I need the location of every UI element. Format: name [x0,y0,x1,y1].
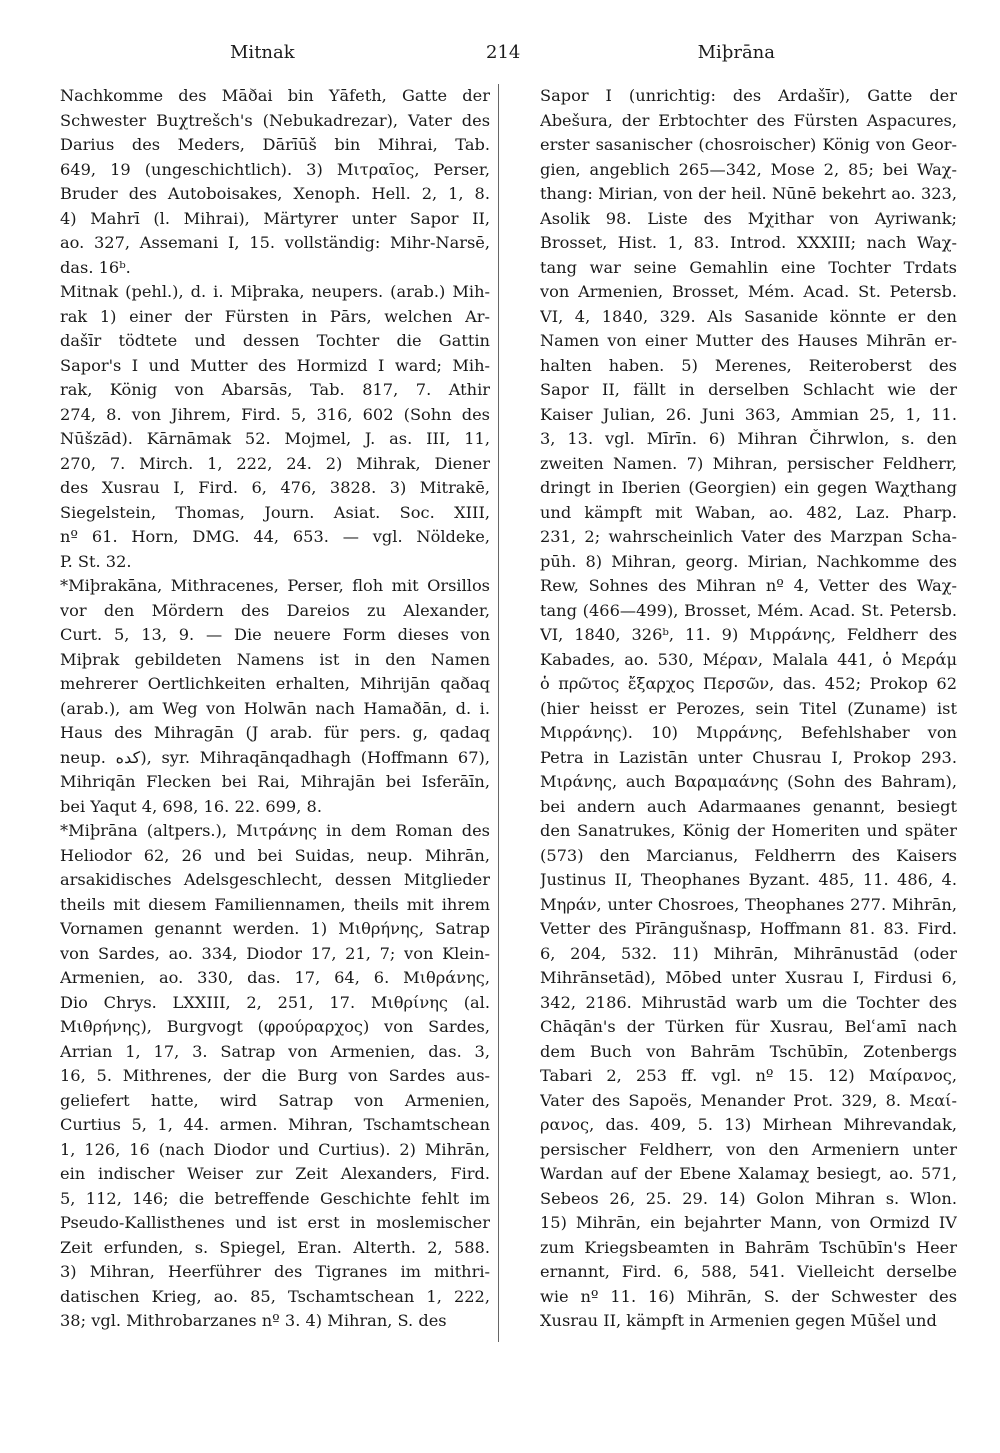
left-column [60,84,490,1334]
text-line: (arab.), am Weg von Holwān nach Hamaðān, d. i. [60,698,490,718]
text-line: dašīr tödtete und dessen Tochter die Gattin [60,331,490,350]
text-line: Mihriqān Flecken bei Rai, Mihrajān bei Isferāīn, [60,772,490,791]
text-line: Zeit erfunden, s. Spiegel, Eran. Alterth. 2, 588. [60,1237,490,1257]
text-line: theils mit diesem Familiennamen, theils mit ihrem [60,894,490,914]
text-line: ὁ πρῶτος ἔξαρχος Περσῶν, das. 452; Prokop 62 [540,674,957,693]
text-line: Pseudo-Kallisthenes und ist erst in moslemischer [60,1213,490,1232]
text-line: Brosset, Hist. 1, 83. Introd. XXXIII; nach Waχ- [540,233,957,252]
text-line: zweiten Namen. 7) Mihran, persischer Feldherr, [540,453,957,473]
text-line: Justinus II, Theophanes Byzant. 485, 11. 486, 4. [540,870,957,889]
text-line: 5, 112, 146; die betreffende Geschichte fehlt im [60,1188,490,1208]
text-line: Nachkomme des Māðai bin Yāfeth, Gatte der [60,86,490,105]
text-line: Nūšzād). Kārnāmak 52. Mojmel, J. as. III, 11, [60,429,490,448]
text-line: Curt. 5, 13, 9. — Die neuere Form dieses von [60,625,490,644]
text-line: VI, 4, 1840, 329. Als Sasanide könnte er den [540,306,957,326]
text-line: arsakidisches Adelsgeschlecht, dessen Mitglieder [60,870,490,889]
text-line: 6, 204, 532. 11) Mihrān, Mihrānustād (oder [540,943,957,963]
page-number: 214 [486,42,521,63]
text-line: 15) Mihrān, ein bejahrter Mann, von Ormizd IV [540,1213,957,1232]
text-line: pūh. 8) Mihran, georg. Mirian, Nachkomme des [540,551,957,571]
text-line: 38; vgl. Mithrobarzanes nº 3. 4) Mihran, S. des [60,1311,447,1330]
running-head [60,38,948,68]
text-line: Arrian 1, 17, 3. Satrap von Armenien, das. 3, [60,1041,490,1061]
right-column [540,84,957,1334]
text-line: 649, 19 (ungeschichtlich). 3) Μιτραῖος, Perser, [60,159,490,179]
text-line: bei Yaqut 4, 698, 16. 22. 699, 8. [60,796,322,816]
text-line: Vornamen genannt werden. 1) Μιθρήνης, Satrap [60,919,490,938]
text-line: 231, 2; wahrscheinlich Vater des Marzpan Scha- [540,527,957,546]
text-line: von Armenien, Brosset, Mém. Acad. St. Petersb. [540,282,957,301]
text-line: 3) Mihran, Heerführer des Tigranes im mithri- [60,1262,490,1281]
text-line: Curtius 5, 1, 44. armen. Mihran, Tschamtschean [60,1115,490,1134]
text-line: Μιθρήνης), Burgvogt (φρούραρχος) von Sardes, [60,1017,490,1036]
text-line: Sebeos 26, 25. 29. 14) Golon Mihran s. Wlon. [540,1188,957,1208]
text-line: zum Kriegsbeamten in Bahrām Tschūbīn's Heer [540,1237,957,1257]
text-line: bei andern auch Adarmaanes genannt, besiegt [540,796,957,816]
text-line: wie nº 11. 16) Mihrān, S. der Schwester des [540,1286,957,1306]
text-line: (573) den Marcianus, Feldherrn des Kaisers [540,845,957,865]
text-line: Kabades, ao. 530, Μέραν, Malala 441, ὁ Μεράμ [540,649,957,669]
text-line: und kämpft mit Waban, ao. 482, Laz. Pharp. [540,502,957,522]
text-line: Chāqān's der Türken für Xusrau, Belʿamī nach [540,1017,957,1036]
text-line: Sapor II, fällt in derselben Schlacht wie der [540,380,957,399]
text-line: Mitnak (pehl.), d. i. Miþraka, neupers. (arab.) Mih- [60,282,490,301]
text-line: Tabari 2, 253 ff. vgl. nº 15. 12) Μαίρανος, [540,1066,957,1085]
text-line: von Sardes, ao. 334, Diodor 17, 21, 7; von Klein- [60,943,490,963]
text-line: 274, 8. von Jihrem, Fird. 5, 316, 602 (Sohn des [60,404,490,424]
text-line: tang (466—499), Brosset, Mém. Acad. St. Petersb. [540,600,957,620]
text-line: ernannt, Fird. 6, 588, 541. Vielleicht derselbe [540,1262,957,1281]
text-line: Darius des Meders, Dārīūš bin Mihrai, Tab. [60,135,490,154]
text-line: Kaiser Julian, 26. Juni 363, Ammian 25, 1, 11. [540,404,957,424]
text-line: Armenien, ao. 330, das. 17, 64, 6. Μιθράνης, [60,968,490,987]
text-line: Vater des Sapoës, Menander Prot. 329, 8. Μεαί- [540,1090,957,1110]
text-line: Petra in Lazistān unter Chusrau I, Prokop 293. [540,747,957,767]
text-line: Abešura, der Erbtochter des Fürsten Aspacures, [540,110,957,130]
text-line: Schwester Buχtrešch's (Nebukadrezar), Vater des [60,110,490,130]
text-line: mehrerer Oertlichkeiten erhalten, Mihrijān qaðaq [60,674,490,693]
text-line: 16, 5. Mithrenes, der die Burg von Sardes aus- [60,1066,490,1085]
text-line: halten haben. 5) Merenes, Reiteroberst des [540,355,957,375]
text-line: Namen von einer Mutter des Hauses Mihrān er- [540,331,957,350]
text-line: Bruder des Autoboisakes, Xenoph. Hell. 2, 1, 8. [60,184,490,203]
text-line: geliefert hatte, wird Satrap von Armenien, [60,1090,490,1110]
text-line: Haus des Mihragān (J arab. für pers. g, qadaq [60,723,490,742]
text-line: Siegelstein, Thomas, Journ. Asiat. Soc. XIII, [60,502,490,522]
text-line: dem Buch von Bahrām Tschūbīn, Zotenbergs [540,1041,957,1061]
text-line: Vetter des Pīrāngušnasp, Hoffmann 81. 83. Fird. [540,919,957,938]
text-line: P. St. 32. [60,551,132,571]
text-line: tang war seine Gemahlin eine Tochter Trdats [540,257,957,277]
text-line: Mihrānsetād), Mōbed unter Xusrau I, Firdusi 6, [540,968,957,987]
text-line: ao. 327, Assemani I, 15. vollständig: Mihr-Narsē, [60,233,490,252]
text-line: datischen Krieg, ao. 85, Tschamtschean 1, 222, [60,1286,490,1306]
text-line: rak 1) einer der Fürsten in Pārs, welchen Ar- [60,306,490,326]
text-line: Wardan auf der Ebene Xalamaχ besiegt, ao. 571, [540,1164,957,1183]
text-line: des Xusrau I, Fird. 6, 476, 3828. 3) Mitrakē, [60,478,490,497]
text-line: 3, 13. vgl. Mīrīn. 6) Mihran Čihrwlon, s. den [540,429,957,448]
text-line: neup. کده), syr. Mihraqānqadhagh (Hoffmann 67), [60,747,490,767]
header-right-keyword: Miþrāna [697,42,775,63]
text-line: das. 16ᵇ. [60,257,131,277]
text-line: Μιρράνης). 10) Μιρράνης, Befehlshaber von [540,723,957,742]
text-line: 4) Mahrī (l. Mihrai), Märtyrer unter Sapor II, [60,208,490,228]
text-line: Asolik 98. Liste des Mχithar von Ayriwank; [540,208,957,228]
text-line: ρανος, das. 409, 5. 13) Mirhean Mihrevandak, [540,1115,957,1134]
text-line: VI, 1840, 326ᵇ, 11. 9) Μιρράνης, Feldherr des [540,625,957,644]
text-line: Sapor's I und Mutter des Hormizd I ward; Mih- [60,355,490,375]
text-line: Heliodor 62, 26 und bei Suidas, neup. Mihrān, [60,845,490,865]
text-line: Μιράνης, auch Βαραμαάνης (Sohn des Bahram), [540,772,957,791]
text-line: 342, 2186. Mihrustād warb um die Tochter des [540,992,957,1012]
text-line: Μηράν, unter Chosroes, Theophanes 277. Mihrān, [540,894,957,914]
text-line: Dio Chrys. LXXIII, 2, 251, 17. Μιθρίνης (al. [60,992,490,1012]
text-line: gien, angeblich 265—342, Mose 2, 85; bei Waχ- [540,159,957,179]
text-line: rak, König von Abarsās, Tab. 817, 7. Athir [60,380,490,399]
text-line: thang: Mirian, von der heil. Nūnē bekehrt ao. 323, [540,184,957,203]
text-line: *Miþrāna (altpers.), Μιτράνης in dem Roman des [60,821,490,840]
text-line: persischer Feldherr, von den Armeniern unter [540,1139,957,1159]
column-divider [498,84,499,1342]
text-line: Sapor I (unrichtig: des Ardašīr), Gatte der [540,86,957,105]
text-line: 1, 126, 16 (nach Diodor und Curtius). 2) Mihrān, [60,1139,490,1159]
text-line: (hier heisst er Perozes, sein Titel (Zuname) ist [540,698,957,718]
text-line: ein indischer Weiser zur Zeit Alexanders, Fird. [60,1164,490,1183]
text-line: *Miþrakāna, Mithracenes, Perser, floh mit Orsillos [60,576,490,595]
header-left-keyword: Mitnak [230,42,295,63]
text-line: 270, 7. Mirch. 1, 222, 24. 2) Mihrak, Diener [60,453,490,473]
text-line: Miþrak gebildeten Namens ist in den Namen [60,649,490,669]
text-line: Xusrau II, kämpft in Armenien gegen Mūšel und [540,1311,937,1330]
text-line: vor den Mördern des Dareios zu Alexander, [60,600,490,620]
text-line: den Sanatrukes, König der Homeriten und später [540,821,957,840]
text-line: nº 61. Horn, DMG. 44, 653. — vgl. Nöldeke, [60,527,490,546]
text-line: erster sasanischer (chosroischer) König von Geor- [540,135,957,154]
text-line: dringt in Iberien (Georgien) ein gegen Waχthang [540,478,957,497]
text-line: Rew, Sohnes des Mihran nº 4, Vetter des Waχ- [540,576,957,595]
